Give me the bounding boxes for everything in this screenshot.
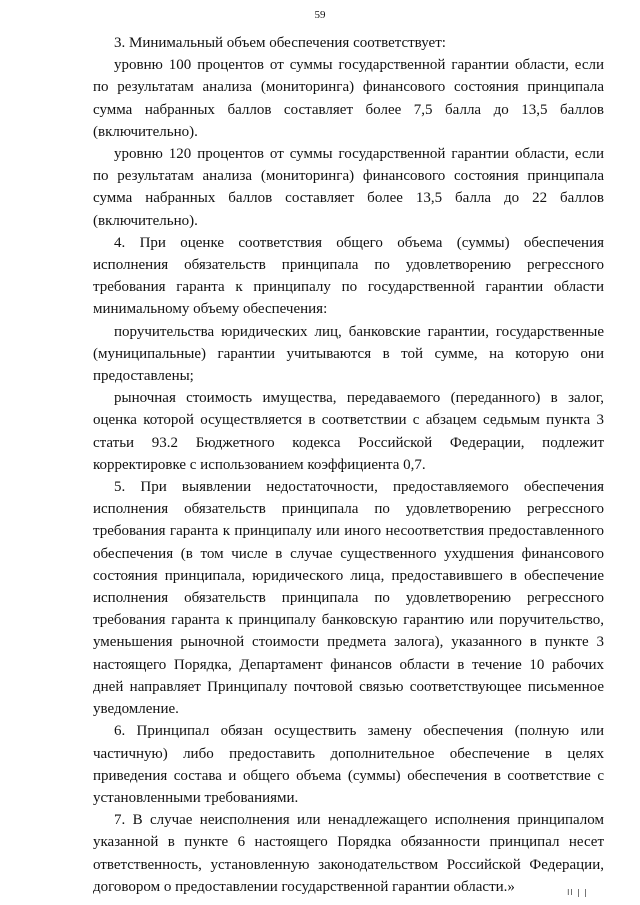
paragraph-4: 4. При оценке соответствия общего объема (суммы) обеспечения исполнения обязательств принципала по удовлетворению регрессного требования гаранта к принципалу по государственной гарантии области минимальному объему обеспечения: xyxy=(93,234,604,318)
paragraph-7: 7. В случае неисполнения или ненадлежащего исполнения принципалом указанной в пункте 6 настоящего Порядка обязанности принципал несет ответственность, установленную законодательством Российской Федерации, договором о предоставлении государственной гарантии области.» xyxy=(93,812,604,895)
paragraph-4-market-value: рыночная стоимость имущества, передаваемого (переданного) в залог, оценка которой осуществляется в соответствии с абзацем седьмым пункта 3 статьи 93.2 Бюджетного кодекса Российской Федерации, подлежит корректировке с использованием коэффициента 0,7. xyxy=(93,390,604,473)
paragraph-4-guarantees: поручительства юридических лиц, банковские гарантии, государственные (муниципальные) гарантии учитываются в той сумме, на которую они предоставлены; xyxy=(93,323,604,385)
paragraph-6: 6. Принципал обязан осуществить замену обеспечения (полную или частичную) либо предоставить дополнительное обеспечение в целях приведения состава и общего объема (суммы) обеспечения в соответствие с установленными требованиями. xyxy=(93,723,604,806)
paragraph-3-level-100: уровню 100 процентов от суммы государственной гарантии области, если по результатам анализа (мониторинга) финансового состояния принципала сумма набранных баллов составляет более 7,5 балла до 13,5 баллов (включительно). xyxy=(93,57,604,140)
paragraph-5: 5. При выявлении недостаточности, предоставляемого обеспечения исполнения обязательств принципала по удовлетворению регрессного требования гаранта к принципалу или иного несоответствия предоставленного обеспечения (в том числе в случае существенного ухудшения финансового состояния принципала, юридического лица, предоставившего в обеспечение исполнения обязательств принципала по удовлетворению регрессного требования гаранта к принципалу банковскую гарантию или поручительство, уменьшения рыночной стоимости предмета залога), указанного в пункте 3 настоящего Порядка, Департамент финансов области в течение 10 рабочих дней направляет Принципалу почтовой связью соответствующее письменное уведомление. xyxy=(93,479,604,718)
paragraph-3-heading: 3. Минимальный объем обеспечения соответствует: xyxy=(114,35,446,51)
document-body xyxy=(93,32,604,898)
scan-mark: ll | | xyxy=(567,888,588,897)
page-number: 59 xyxy=(314,9,326,21)
paragraph-3-level-120: уровню 120 процентов от суммы государственной гарантии области, если по результатам анализа (мониторинга) финансового состояния принципала сумма набранных баллов составляет более 13,5 балла до 22 баллов (включительно). xyxy=(93,146,604,229)
